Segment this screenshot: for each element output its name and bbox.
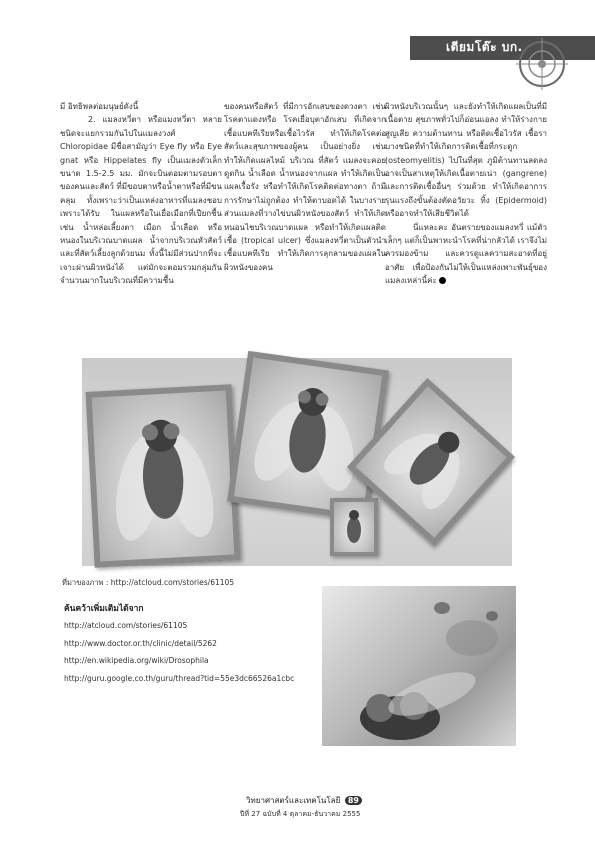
reference-link[interactable]: http://guru.google.co.th/guru/thread?tid=55e3dc66526a1cbc: [64, 673, 295, 683]
fly-photo-large-left: [85, 384, 240, 567]
section-title: เตียมโต๊ะ บก.: [446, 40, 523, 54]
text-column-3: [385, 100, 547, 288]
column-intro: มี อิทธิพลต่อมนุษย์ดังนี้: [60, 102, 139, 111]
footer-issue: ปีที่ 27 ฉบับที่ 4 ตุลาคม-ธันวาคม 2555: [240, 810, 361, 818]
references-list: [64, 617, 294, 687]
page-number: 89: [345, 796, 362, 805]
footer-journal: [246, 794, 362, 807]
text-column-1: [60, 100, 222, 288]
paragraph-effects: ผิวหนังบริเวณนั้นๆ และยังทำให้เกิดแผลเป็นที่มีเนื้อตาย สุขภาพทั่วไปก็อ่อนแอลง ทำให้ร่างกายสูญเสีย ความต้านทาน หรือติดเชื้อไวรัส เชื้อราบางชนิดที่ทำให้เกิดการติดเชื้อที่กระดูก (osteomyelitis) ไปในที่สุด ภูมิต้านทานลดลง อาจเป็นสาเหตุให้เกิดเนื้อตายเน่า (gangrene) และการติดเชื้ออื่นๆ ร่วมด้วย ทำให้เกิดอาการรุนแรงถึงขั้นต้องตัดอวัยวะ ทิ้ง (Epidermoid) หรืออาจทำให้เสียชีวิตได้: [385, 102, 547, 219]
paragraph-continued: ของคนหรือสัตว์ ที่มีการอักเสบของดวงตา เช่น โรคตาแดงหรือ โรคเยื่อบุตาอักเสบ ที่เกิดจากเชื้อแบคทีเรียหรือเชื้อไวรัส ทำให้เกิดโรคต่อสัตว์และสุขภาพของผู้คน เป็นอย่างยิ่ง เช่น ทำให้เกิดแผลไหม้ บริเวณ ที่สัตว์ แมลงจะคอยดูดกิน น้ำเลือด น้ำหนองจากแผล ทำให้เกิดเป็นแผลเรื้อรัง หรือทำให้เกิดโรคติดต่อทางตา ถ้ามีการรักษาไม่ถูกต้อง ทำให้ตาบอดได้ ในบางราย ส่วนแมลงที่วางไข่บนผิวหนังของสัตว์ ทำให้เกิดหนอนไชบริเวณบาดแผล หรือทำให้เกิดแผลติดเชื้อ (tropical ulcer) ซึ่งแมลงหวี่ตาเป็นตัวนำเชื้อแบคทีเรีย ทำให้เกิดการลุกลามของแผลในผิวหนังของคน: [224, 102, 386, 272]
references-title: ค้นคว้าเพิ่มเติมได้จาก: [64, 604, 144, 614]
fly-closeup-icon: [322, 586, 516, 746]
fly-photo-collage: [82, 358, 512, 566]
fly-photo-center: [227, 351, 389, 521]
end-mark-icon: [439, 277, 446, 284]
fly-closeup-photo: [322, 586, 516, 746]
reference-link[interactable]: http://en.wikipedia.org/wiki/Drosophila: [64, 656, 209, 665]
fly-photo-small: [330, 498, 378, 556]
figure-caption: ที่มาของภาพ : http://atcloud.com/stories/61105: [62, 578, 235, 587]
target-ring-icon: [516, 38, 568, 90]
paragraph-eye-fly: 2. แมลงหวี่ตา หรือแมงหวี่ตา หลายชนิดจะแยกรวมกันไปในแมลงวงศ์ Chloropidae มีชื่อสามัญว่า Eye fly หรือ Eye gnat หรือ Hippelates fly เป็นแมลงตัวเล็ก ขนาด 1.5-2.5 มม. มักจะบินตอมตามรอบตา ของคนและสัตว์ ที่มีขอบตาหรือน้ำตาหรือที่มีขนคลุม ทั้งเพราะว่าเป็นแหล่งอาหารที่แมลงชอบ เพราะได้รับ ในแผลหรือในเยื่อเมือกที่เปียกชื้น เช่น น้ำหล่อเลี้ยงตา เมือก น้ำเลือด หรือหนองในบริเวณบาดแผล น้ำจากบริเวณหัวสัตว์ และที่สัตว์เลี้ยงลูกด้วยนม ทั้งนี้ไม่มีส่วนปากที่จะเจาะผ่านผิวหนังได้ แต่มักจะตอมรวมกลุ่มกันจำนวนมากในบริเวณที่มีความชื้น: [60, 115, 222, 286]
fly-icon: [92, 391, 234, 562]
reference-link[interactable]: http://atcloud.com/stories/61105: [64, 621, 188, 630]
fly-icon: [334, 502, 374, 552]
reference-link[interactable]: http://www.doctor.or.th/clinic/detail/5262: [64, 638, 217, 648]
text-column-2: [224, 100, 386, 274]
paragraph-conclusion: นี่แหละคะ อันตรายของแมลงหวี่ แม้ตัวเล็กๆ แต่ก็เป็นพาหะนำโรคที่น่ากลัวได้ เราจึงไม่ควรมองข้าม และควรดูแลความสะอาดที่อยู่อาศัย เพื่อป้องกันไม่ให้เป็นแหล่งเพาะพันธุ์ของแมลงเหล่านี้ค่ะ: [385, 222, 547, 286]
fly-icon: [234, 358, 382, 515]
journal-name: วิทยาศาสตร์และเทคโนโลยี: [246, 796, 341, 805]
